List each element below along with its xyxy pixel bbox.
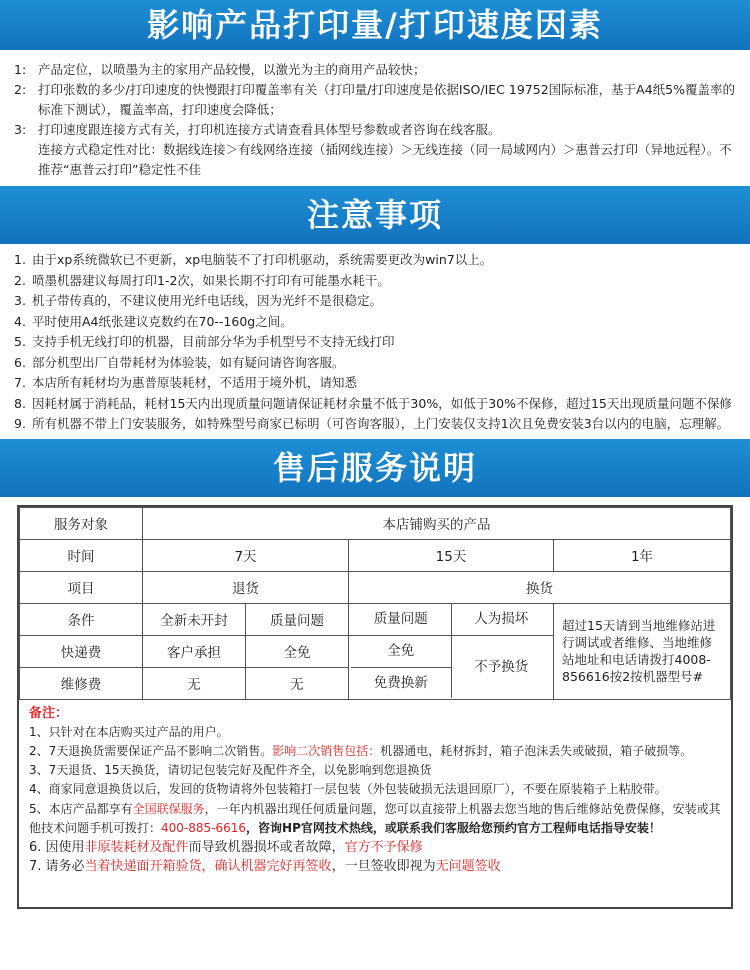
remark-item: 4、商家同意退换货以后，发回的货物请将外包装箱打一层包装（外包装破损无法退回原厂），不要在原装箱子上粘胶带。: [29, 782, 667, 797]
list-item: 9. 所有机器不带上门安装服务，如特殊型号商家已标明（可咨询客服），上门安装仅支持1次且免费安装3台以内的电脑，忘理解。: [14, 416, 730, 431]
list-item: 2: 打印张数的多少/打印速度的快慢跟打印覆盖率有关（打印量/打印速度是依据ISO/IEC 19752国际标准，基于A4纸5%覆盖率的标准下测试），覆盖率高，打印速度会降低；: [14, 82, 735, 117]
table-cell: 15天: [349, 539, 554, 571]
list-item: 3: 打印速度跟连接方式有关，打印机连接方式请查看具体型号参数或者咨询在线客服。: [14, 122, 501, 137]
section-title: 售后服务说明: [272, 448, 477, 487]
section-banner-aftersales: [0, 439, 750, 497]
table-header-cell: 维修费: [20, 667, 143, 699]
list-item: 5. 支持手机无线打印的机器，目前部分华为手机型号不支持无线打印: [14, 334, 395, 349]
section-title: 影响产品打印量/打印速度因素: [147, 6, 603, 44]
table-cell: 全免: [246, 635, 349, 667]
table-cell: 质量问题 人为损坏: [349, 603, 554, 635]
table-cell: 全免 免费换新 不予换货: [349, 635, 554, 699]
remarks-title: 备注：: [29, 705, 69, 721]
table-row: [20, 539, 731, 571]
table-cell: 质量问题: [246, 603, 349, 635]
list-item: 2. 喷墨机器建议每周打印1-2次，如果长期不打印有可能墨水耗干。: [14, 272, 390, 288]
aftersales-table: [19, 507, 731, 700]
remark-item: 7. 请务必当着快递面开箱验货，确认机器完好再签收，一旦签收即视为无问题签收: [29, 859, 501, 875]
remark-item: 3、7天退货、15天换货，请切记包装完好及配件齐全，以免影响到您退换货: [29, 763, 432, 778]
table-cell: 无: [246, 667, 349, 699]
table-header-cell: 服务对象: [20, 507, 143, 539]
table-cell: 客户承担: [143, 635, 246, 667]
factors-section: [0, 50, 750, 186]
remark-item: 6. 因使用非原装耗材及配件而导致机器损坏或者故障，官方不予保修: [29, 839, 423, 855]
notes-section: [0, 244, 750, 439]
list-item: 6. 部分机型出厂自带耗材为体验装，如有疑问请咨询客服。: [14, 354, 345, 370]
list-item: 1: 产品定位，以喷墨为主的家用产品较慢，以激光为主的商用产品较快；: [14, 62, 426, 77]
table-header-cell: 条件: [20, 603, 143, 635]
table-header-cell: 快递费: [20, 635, 143, 667]
table-row: [20, 507, 731, 539]
table-row: [20, 603, 731, 635]
section-title: 注意事项: [306, 196, 443, 234]
list-item: 1. 由于xp系统微软已不更新，xp电脑装不了打印机驱动，系统需要更改为win7以上。: [14, 252, 493, 267]
table-header-cell: 时间: [20, 539, 143, 571]
table-cell: 1年: [554, 539, 731, 571]
table-cell: 本店铺购买的产品: [143, 507, 731, 539]
table-cell: 无: [143, 667, 246, 699]
table-cell: 换货: [349, 571, 731, 603]
no-exchange-cell: 不予换货: [474, 659, 529, 675]
connection-stability-note: 连接方式稳定性对比：数据线连接＞有线网络连接（插网线连接）＞无线连接（同一局域网内）＞惠普云打印（异地远程）。不推荐“惠普云打印”稳定性不佳: [38, 142, 732, 177]
table-cell: 退货: [143, 571, 349, 603]
repair-contact-note: 超过15天请到当地维修站进行调试或者维修、当地维修站地址和电话请拨打4008-856616按2按机器型号#: [554, 603, 731, 699]
remark-item: 2、7天退换货需要保证产品不影响二次销售。影响二次销售包括：机器通电，耗材拆封，箱子泡沫丢失或破损，箱子破损等。: [29, 743, 693, 758]
table-cell: 7天: [143, 539, 349, 571]
remark-item: 5、本店产品都享有全国联保服务，一年内机器出现任何质量问题，您可以直接带上机器去您当地的售后维修站免费保修，安装或其他技术问题手机可拨打：400-885-6616，咨询HP官网技术热线，或联系我们客服给您预约官方工程师电话指导安装！: [29, 801, 721, 835]
remarks: [19, 700, 731, 881]
section-banner-notes: [0, 186, 750, 244]
list-item: 3. 机子带传真的，不建议使用光纤电话线，因为光纤不是很稳定。: [14, 293, 383, 308]
remark-item: 1、只针对在本店购买过产品的用户。: [29, 724, 229, 739]
list-item: 4. 平时使用A4纸张建议克数约在70--160g之间。: [14, 313, 293, 329]
table-cell: 全新未开封: [143, 603, 246, 635]
section-banner-factors: [0, 0, 750, 50]
aftersales-table-box: [17, 505, 733, 909]
table-header-cell: 项目: [20, 571, 143, 603]
table-row: [20, 571, 731, 603]
list-item: 7. 本店所有耗材均为惠普原装耗材，不适用于境外机，请知悉: [14, 375, 358, 390]
list-item: 8. 因耗材属于消耗品，耗材15天内出现质量问题请保证耗材余量不低于30%，如低于30%不保修，超过15天出现质量问题不保修: [14, 395, 732, 411]
